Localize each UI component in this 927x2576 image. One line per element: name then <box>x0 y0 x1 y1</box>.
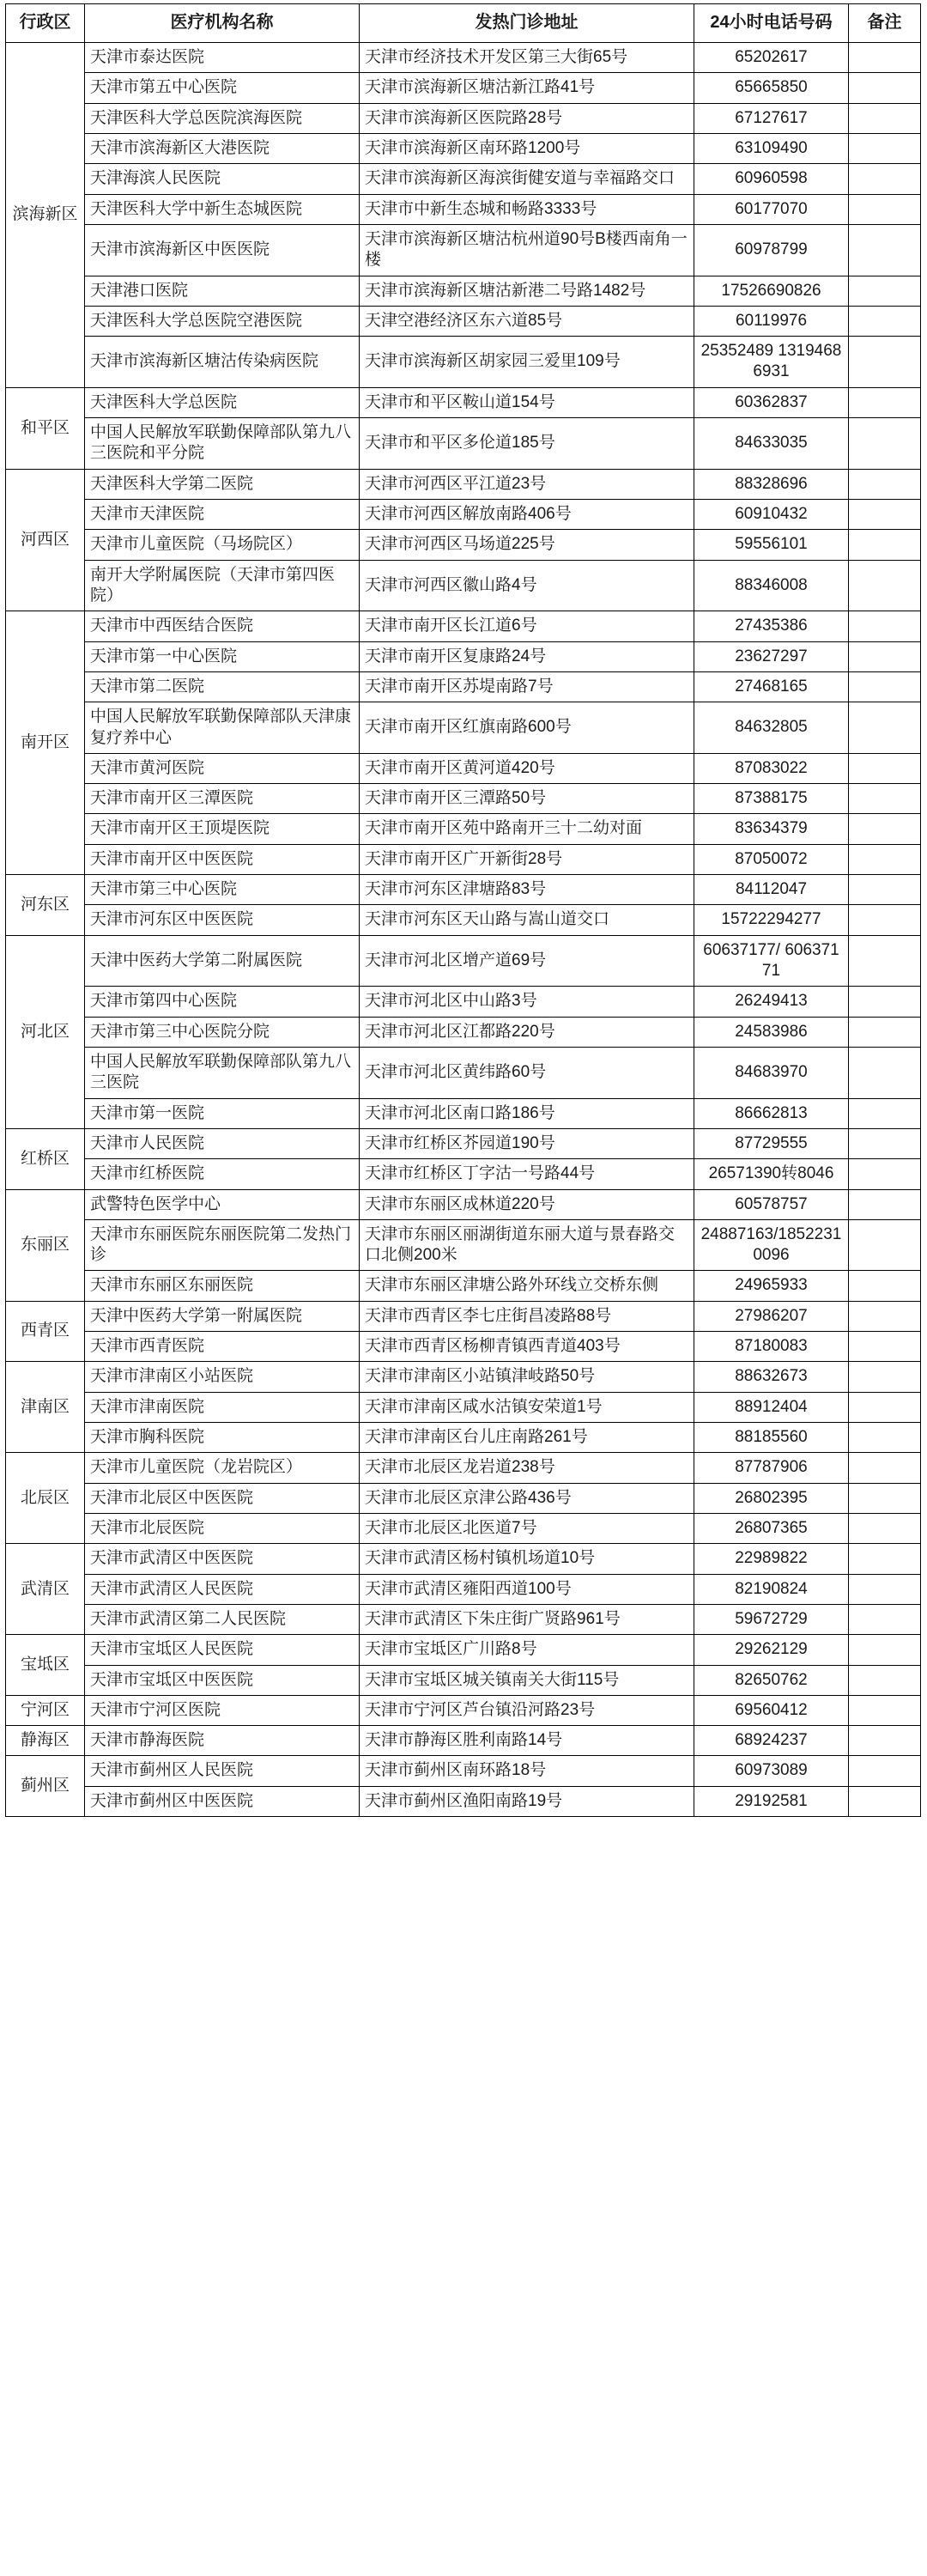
institution-name-cell: 天津市第三中心医院分院 <box>85 1017 360 1047</box>
clinic-address-cell: 天津市滨海新区南环路1200号 <box>360 133 694 163</box>
clinic-address-cell: 天津市和平区鞍山道154号 <box>360 387 694 417</box>
note-cell <box>849 1098 921 1128</box>
table-row <box>6 1604 921 1634</box>
institution-name-cell: 天津市河东区中医医院 <box>85 905 360 935</box>
institution-name-cell: 天津市津南区小站医院 <box>85 1362 360 1392</box>
district-cell: 静海区 <box>6 1726 85 1756</box>
institution-name-cell: 天津市西青医院 <box>85 1332 360 1362</box>
institution-name-cell: 天津医科大学总医院滨海医院 <box>85 103 360 133</box>
note-cell <box>849 1635 921 1665</box>
note-cell <box>849 875 921 905</box>
note-cell <box>849 1128 921 1158</box>
table-row <box>6 753 921 783</box>
note-cell <box>849 560 921 611</box>
note-cell <box>849 1301 921 1331</box>
institution-name-cell: 武警特色医学中心 <box>85 1189 360 1219</box>
phone-cell: 15722294277 <box>694 905 849 935</box>
note-cell <box>849 224 921 276</box>
column-header-clinic-address: 发热门诊地址 <box>360 4 694 43</box>
institution-name-cell: 中国人民解放军联勤保障部队第九八三医院 <box>85 1047 360 1098</box>
table-header-row <box>6 4 921 43</box>
note-cell <box>849 611 921 641</box>
clinic-address-cell: 天津市滨海新区塘沽新港二号路1482号 <box>360 276 694 306</box>
table-row <box>6 1665 921 1695</box>
district-cell: 滨海新区 <box>6 43 85 388</box>
institution-name-cell: 中国人民解放军联勤保障部队第九八三医院和平分院 <box>85 418 360 470</box>
note-cell <box>849 1271 921 1301</box>
table-row <box>6 1392 921 1422</box>
table-row <box>6 1128 921 1158</box>
institution-name-cell: 天津市东丽区东丽医院 <box>85 1271 360 1301</box>
clinic-address-cell: 天津市河西区马场道225号 <box>360 530 694 560</box>
table-row <box>6 1332 921 1362</box>
district-cell: 和平区 <box>6 387 85 469</box>
table-row <box>6 560 921 611</box>
institution-name-cell: 南开大学附属医院（天津市第四医院） <box>85 560 360 611</box>
institution-name-cell: 天津市北辰医院 <box>85 1513 360 1543</box>
institution-name-cell: 天津市红桥医院 <box>85 1159 360 1189</box>
table-row <box>6 1695 921 1725</box>
phone-cell: 26249413 <box>694 987 849 1017</box>
clinic-address-cell: 天津市南开区苑中路南开三十二幼对面 <box>360 814 694 844</box>
phone-cell: 87180083 <box>694 1332 849 1362</box>
institution-name-cell: 天津市泰达医院 <box>85 43 360 73</box>
clinic-address-cell: 天津市河北区江都路220号 <box>360 1017 694 1047</box>
note-cell <box>849 418 921 470</box>
table-row <box>6 1635 921 1665</box>
table-row <box>6 905 921 935</box>
institution-name-cell: 天津市黄河医院 <box>85 753 360 783</box>
phone-cell: 82190824 <box>694 1574 849 1604</box>
note-cell <box>849 1544 921 1574</box>
phone-cell: 24965933 <box>694 1271 849 1301</box>
phone-cell: 67127617 <box>694 103 849 133</box>
phone-cell: 25352489 13194686931 <box>694 337 849 388</box>
institution-name-cell: 天津市南开区中医医院 <box>85 844 360 874</box>
table-row <box>6 103 921 133</box>
clinic-address-cell: 天津市滨海新区医院路28号 <box>360 103 694 133</box>
institution-name-cell: 天津市儿童医院（马场院区） <box>85 530 360 560</box>
institution-name-cell: 天津市人民医院 <box>85 1128 360 1158</box>
clinic-address-cell: 天津市西青区杨柳青镇西青道403号 <box>360 1332 694 1362</box>
note-cell <box>849 1219 921 1271</box>
clinic-address-cell: 天津市河西区解放南路406号 <box>360 500 694 530</box>
institution-name-cell: 天津医科大学总医院空港医院 <box>85 306 360 336</box>
clinic-address-cell: 天津市南开区广开新街28号 <box>360 844 694 874</box>
note-cell <box>849 469 921 499</box>
phone-cell: 84112047 <box>694 875 849 905</box>
clinic-address-cell: 天津市红桥区丁字沽一号路44号 <box>360 1159 694 1189</box>
note-cell <box>849 1362 921 1392</box>
note-cell <box>849 1604 921 1634</box>
phone-cell: 27986207 <box>694 1301 849 1331</box>
institution-name-cell: 天津市儿童医院（龙岩院区） <box>85 1453 360 1483</box>
table-row <box>6 1271 921 1301</box>
phone-cell: 60960598 <box>694 164 849 194</box>
table-row <box>6 387 921 417</box>
table-row <box>6 1544 921 1574</box>
clinic-address-cell: 天津空港经济区东六道85号 <box>360 306 694 336</box>
clinic-address-cell: 天津市南开区复康路24号 <box>360 641 694 671</box>
phone-cell: 59672729 <box>694 1604 849 1634</box>
clinic-address-cell: 天津市滨海新区塘沽杭州道90号B楼西南角一楼 <box>360 224 694 276</box>
table-row <box>6 133 921 163</box>
clinic-address-cell: 天津市武清区杨村镇机场道10号 <box>360 1544 694 1574</box>
clinic-address-cell: 天津市津南区小站镇津岐路50号 <box>360 1362 694 1392</box>
district-cell: 津南区 <box>6 1362 85 1453</box>
institution-name-cell: 天津中医药大学第一附属医院 <box>85 1301 360 1331</box>
phone-cell: 68924237 <box>694 1726 849 1756</box>
institution-name-cell: 天津市中西医结合医院 <box>85 611 360 641</box>
table-row <box>6 641 921 671</box>
note-cell <box>849 194 921 224</box>
clinic-address-cell: 天津市滨海新区胡家园三爱里109号 <box>360 337 694 388</box>
phone-cell: 60978799 <box>694 224 849 276</box>
note-cell <box>849 1726 921 1756</box>
note-cell <box>849 306 921 336</box>
note-cell <box>849 387 921 417</box>
clinic-address-cell: 天津市宝坻区城关镇南关大街115号 <box>360 1665 694 1695</box>
clinic-address-cell: 天津市和平区多伦道185号 <box>360 418 694 470</box>
clinic-address-cell: 天津市河北区中山路3号 <box>360 987 694 1017</box>
fever-clinic-table <box>5 3 921 1817</box>
phone-cell: 84683970 <box>694 1047 849 1098</box>
clinic-address-cell: 天津市河北区黄纬路60号 <box>360 1047 694 1098</box>
clinic-address-cell: 天津市蓟州区渔阳南路19号 <box>360 1786 694 1816</box>
institution-name-cell: 天津市南开区三潭医院 <box>85 784 360 814</box>
phone-cell: 59556101 <box>694 530 849 560</box>
clinic-address-cell: 天津市中新生态城和畅路3333号 <box>360 194 694 224</box>
table-row <box>6 935 921 987</box>
note-cell <box>849 164 921 194</box>
district-cell: 宁河区 <box>6 1695 85 1725</box>
table-row <box>6 844 921 874</box>
note-cell <box>849 276 921 306</box>
phone-cell: 84633035 <box>694 418 849 470</box>
district-cell: 宝坻区 <box>6 1635 85 1696</box>
clinic-address-cell: 天津市宁河区芦台镇沿河路23号 <box>360 1695 694 1725</box>
clinic-address-cell: 天津市北辰区京津公路436号 <box>360 1483 694 1513</box>
table-row <box>6 276 921 306</box>
note-cell <box>849 814 921 844</box>
note-cell <box>849 1189 921 1219</box>
district-cell: 南开区 <box>6 611 85 875</box>
clinic-address-cell: 天津市河东区津塘路83号 <box>360 875 694 905</box>
phone-cell: 88328696 <box>694 469 849 499</box>
institution-name-cell: 天津市第四中心医院 <box>85 987 360 1017</box>
note-cell <box>849 103 921 133</box>
phone-cell: 24583986 <box>694 1017 849 1047</box>
clinic-address-cell: 天津市南开区三潭路50号 <box>360 784 694 814</box>
table-row <box>6 875 921 905</box>
district-cell: 东丽区 <box>6 1189 85 1301</box>
institution-name-cell: 天津市蓟州区人民医院 <box>85 1756 360 1786</box>
phone-cell: 65665850 <box>694 73 849 103</box>
institution-name-cell: 天津市宝坻区中医医院 <box>85 1665 360 1695</box>
note-cell <box>849 133 921 163</box>
institution-name-cell: 天津医科大学中新生态城医院 <box>85 194 360 224</box>
table-row <box>6 43 921 73</box>
clinic-address-cell: 天津市武清区下朱庄街广贤路961号 <box>360 1604 694 1634</box>
table-row <box>6 1219 921 1271</box>
clinic-address-cell: 天津市北辰区北医道7号 <box>360 1513 694 1543</box>
column-header-phone: 24小时电话号码 <box>694 4 849 43</box>
clinic-address-cell: 天津市河西区平江道23号 <box>360 469 694 499</box>
clinic-address-cell: 天津市津南区咸水沽镇安荣道1号 <box>360 1392 694 1422</box>
note-cell <box>849 987 921 1017</box>
institution-name-cell: 天津市第一医院 <box>85 1098 360 1128</box>
table-body <box>6 43 921 1817</box>
table-row <box>6 73 921 103</box>
phone-cell: 26807365 <box>694 1513 849 1543</box>
note-cell <box>849 337 921 388</box>
clinic-address-cell: 天津市河北区增产道69号 <box>360 935 694 987</box>
institution-name-cell: 天津港口医院 <box>85 276 360 306</box>
note-cell <box>849 500 921 530</box>
clinic-address-cell: 天津市西青区李七庄街昌凌路88号 <box>360 1301 694 1331</box>
phone-cell: 29262129 <box>694 1635 849 1665</box>
note-cell <box>849 43 921 73</box>
note-cell <box>849 1574 921 1604</box>
note-cell <box>849 1332 921 1362</box>
institution-name-cell: 天津市第三中心医院 <box>85 875 360 905</box>
phone-cell: 88912404 <box>694 1392 849 1422</box>
column-header-institution-name: 医疗机构名称 <box>85 4 360 43</box>
phone-cell: 22989822 <box>694 1544 849 1574</box>
table-row <box>6 702 921 754</box>
phone-cell: 29192581 <box>694 1786 849 1816</box>
note-cell <box>849 671 921 702</box>
table-row <box>6 1513 921 1543</box>
clinic-address-cell: 天津市东丽区丽湖街道东丽大道与景春路交口北侧200米 <box>360 1219 694 1271</box>
phone-cell: 24887163/18522310096 <box>694 1219 849 1271</box>
institution-name-cell: 天津市胸科医院 <box>85 1423 360 1453</box>
institution-name-cell: 天津市滨海新区大港医院 <box>85 133 360 163</box>
institution-name-cell: 天津市北辰区中医医院 <box>85 1483 360 1513</box>
institution-name-cell: 天津医科大学总医院 <box>85 387 360 417</box>
note-cell <box>849 1017 921 1047</box>
note-cell <box>849 905 921 935</box>
phone-cell: 83634379 <box>694 814 849 844</box>
institution-name-cell: 中国人民解放军联勤保障部队天津康复疗养中心 <box>85 702 360 754</box>
note-cell <box>849 1483 921 1513</box>
clinic-address-cell: 天津市南开区长江道6号 <box>360 611 694 641</box>
phone-cell: 27435386 <box>694 611 849 641</box>
note-cell <box>849 844 921 874</box>
table-row <box>6 194 921 224</box>
phone-cell: 63109490 <box>694 133 849 163</box>
table-row <box>6 671 921 702</box>
clinic-address-cell: 天津市河西区徽山路4号 <box>360 560 694 611</box>
institution-name-cell: 天津医科大学第二医院 <box>85 469 360 499</box>
institution-name-cell: 天津市静海医院 <box>85 1726 360 1756</box>
clinic-address-cell: 天津市静海区胜利南路14号 <box>360 1726 694 1756</box>
phone-cell: 88185560 <box>694 1423 849 1453</box>
institution-name-cell: 天津中医药大学第二附属医院 <box>85 935 360 987</box>
clinic-address-cell: 天津市河北区南口路186号 <box>360 1098 694 1128</box>
institution-name-cell: 天津市武清区人民医院 <box>85 1574 360 1604</box>
table-row <box>6 784 921 814</box>
district-cell: 河东区 <box>6 875 85 936</box>
clinic-address-cell: 天津市经济技术开发区第三大街65号 <box>360 43 694 73</box>
note-cell <box>849 1695 921 1725</box>
phone-cell: 17526690826 <box>694 276 849 306</box>
institution-name-cell: 天津市第一中心医院 <box>85 641 360 671</box>
institution-name-cell: 天津市滨海新区中医医院 <box>85 224 360 276</box>
clinic-address-cell: 天津市滨海新区塘沽新江路41号 <box>360 73 694 103</box>
phone-cell: 23627297 <box>694 641 849 671</box>
table-row <box>6 814 921 844</box>
institution-name-cell: 天津市第五中心医院 <box>85 73 360 103</box>
note-cell <box>849 1665 921 1695</box>
table-row <box>6 1756 921 1786</box>
clinic-address-cell: 天津市津南区台儿庄南路261号 <box>360 1423 694 1453</box>
clinic-address-cell: 天津市红桥区芥园道190号 <box>360 1128 694 1158</box>
clinic-address-cell: 天津市南开区黄河道420号 <box>360 753 694 783</box>
phone-cell: 88346008 <box>694 560 849 611</box>
clinic-address-cell: 天津市东丽区成林道220号 <box>360 1189 694 1219</box>
table-row <box>6 987 921 1017</box>
district-cell: 蓟州区 <box>6 1756 85 1817</box>
table-row <box>6 1362 921 1392</box>
table-row <box>6 1017 921 1047</box>
phone-cell: 60973089 <box>694 1756 849 1786</box>
phone-cell: 84632805 <box>694 702 849 754</box>
note-cell <box>849 1756 921 1786</box>
table-row <box>6 500 921 530</box>
clinic-address-cell: 天津市滨海新区海滨街健安道与幸福路交口 <box>360 164 694 194</box>
district-cell: 河西区 <box>6 469 85 611</box>
phone-cell: 87083022 <box>694 753 849 783</box>
clinic-address-cell: 天津市河东区天山路与嵩山道交口 <box>360 905 694 935</box>
clinic-address-cell: 天津市南开区红旗南路600号 <box>360 702 694 754</box>
phone-cell: 65202617 <box>694 43 849 73</box>
table-row <box>6 224 921 276</box>
phone-cell: 60637177/ 60637171 <box>694 935 849 987</box>
phone-cell: 60177070 <box>694 194 849 224</box>
district-cell: 西青区 <box>6 1301 85 1362</box>
district-cell: 红桥区 <box>6 1128 85 1189</box>
table-row <box>6 1098 921 1128</box>
institution-name-cell: 天津市津南医院 <box>85 1392 360 1422</box>
note-cell <box>849 1047 921 1098</box>
institution-name-cell: 天津市天津医院 <box>85 500 360 530</box>
note-cell <box>849 702 921 754</box>
note-cell <box>849 73 921 103</box>
note-cell <box>849 1392 921 1422</box>
clinic-address-cell: 天津市蓟州区南环路18号 <box>360 1756 694 1786</box>
institution-name-cell: 天津市宝坻区人民医院 <box>85 1635 360 1665</box>
institution-name-cell: 天津市蓟州区中医医院 <box>85 1786 360 1816</box>
phone-cell: 87787906 <box>694 1453 849 1483</box>
phone-cell: 26802395 <box>694 1483 849 1513</box>
clinic-address-cell: 天津市北辰区龙岩道238号 <box>360 1453 694 1483</box>
institution-name-cell: 天津市武清区第二人民医院 <box>85 1604 360 1634</box>
institution-name-cell: 天津市滨海新区塘沽传染病医院 <box>85 337 360 388</box>
table-row <box>6 1047 921 1098</box>
note-cell <box>849 1159 921 1189</box>
table-row <box>6 1483 921 1513</box>
clinic-address-cell: 天津市东丽区津塘公路外环线立交桥东侧 <box>360 1271 694 1301</box>
table-row <box>6 418 921 470</box>
institution-name-cell: 天津市东丽医院东丽医院第二发热门诊 <box>85 1219 360 1271</box>
table-row <box>6 1726 921 1756</box>
phone-cell: 86662813 <box>694 1098 849 1128</box>
institution-name-cell: 天津市宁河区医院 <box>85 1695 360 1725</box>
phone-cell: 87729555 <box>694 1128 849 1158</box>
clinic-address-cell: 天津市南开区苏堤南路7号 <box>360 671 694 702</box>
district-cell: 北辰区 <box>6 1453 85 1544</box>
institution-name-cell: 天津市第二医院 <box>85 671 360 702</box>
table-row <box>6 1574 921 1604</box>
phone-cell: 60578757 <box>694 1189 849 1219</box>
column-header-district: 行政区 <box>6 4 85 43</box>
column-header-note: 备注 <box>849 4 921 43</box>
district-cell: 河北区 <box>6 935 85 1128</box>
table-row <box>6 1159 921 1189</box>
note-cell <box>849 784 921 814</box>
phone-cell: 60910432 <box>694 500 849 530</box>
table-row <box>6 306 921 336</box>
note-cell <box>849 935 921 987</box>
phone-cell: 82650762 <box>694 1665 849 1695</box>
table-header <box>6 4 921 43</box>
institution-name-cell: 天津海滨人民医院 <box>85 164 360 194</box>
phone-cell: 60362837 <box>694 387 849 417</box>
phone-cell: 88632673 <box>694 1362 849 1392</box>
note-cell <box>849 753 921 783</box>
district-cell: 武清区 <box>6 1544 85 1635</box>
note-cell <box>849 1423 921 1453</box>
note-cell <box>849 1513 921 1543</box>
table-row <box>6 1301 921 1331</box>
clinic-address-cell: 天津市宝坻区广川路8号 <box>360 1635 694 1665</box>
note-cell <box>849 530 921 560</box>
note-cell <box>849 641 921 671</box>
table-row <box>6 1453 921 1483</box>
phone-cell: 87388175 <box>694 784 849 814</box>
table-row <box>6 611 921 641</box>
table-row <box>6 1189 921 1219</box>
phone-cell: 60119976 <box>694 306 849 336</box>
table-row <box>6 530 921 560</box>
table-row <box>6 1786 921 1816</box>
note-cell <box>849 1786 921 1816</box>
institution-name-cell: 天津市南开区王顶堤医院 <box>85 814 360 844</box>
phone-cell: 27468165 <box>694 671 849 702</box>
phone-cell: 26571390转8046 <box>694 1159 849 1189</box>
phone-cell: 87050072 <box>694 844 849 874</box>
table-row <box>6 337 921 388</box>
table-row <box>6 1423 921 1453</box>
clinic-address-cell: 天津市武清区雍阳西道100号 <box>360 1574 694 1604</box>
table-row <box>6 469 921 499</box>
note-cell <box>849 1453 921 1483</box>
phone-cell: 69560412 <box>694 1695 849 1725</box>
table-row <box>6 164 921 194</box>
institution-name-cell: 天津市武清区中医医院 <box>85 1544 360 1574</box>
